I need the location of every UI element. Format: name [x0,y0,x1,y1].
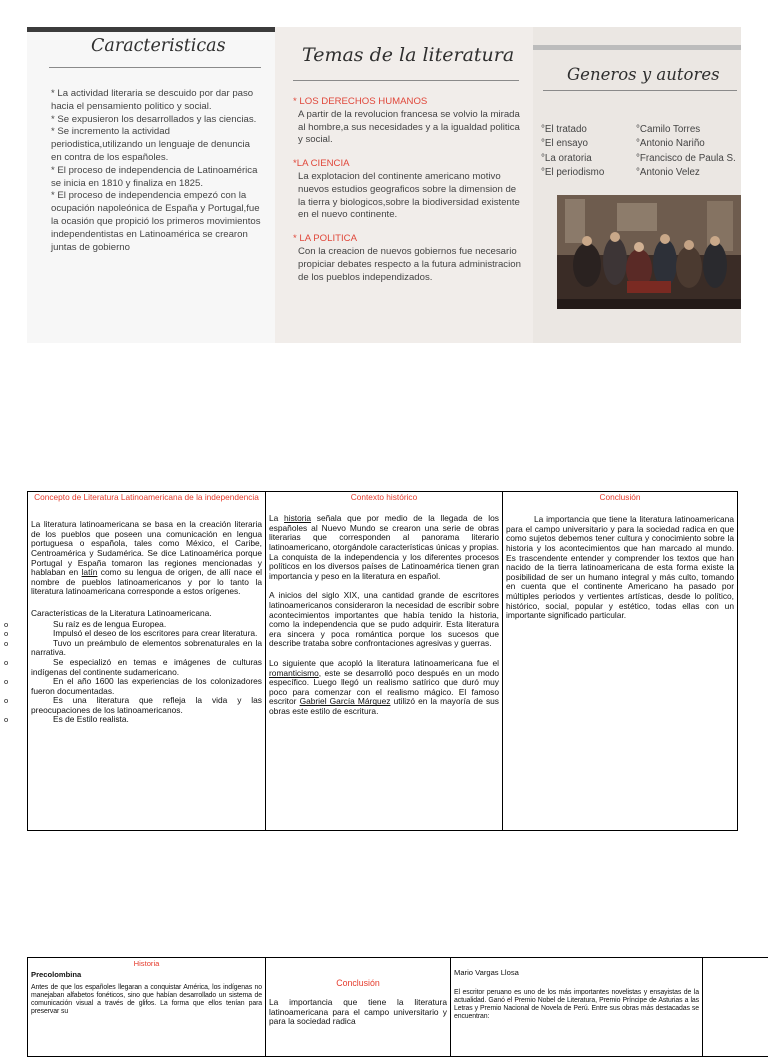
historia-header: Historia [31,959,262,968]
conclusion-header: Conclusión [506,493,734,502]
title-divider [543,90,737,91]
tema-heading: * LA POLITICA [293,233,525,246]
historia-cell [28,958,266,1057]
garcia-marquez-link[interactable]: Gabriel García Márquez [300,696,391,706]
conclusion2-cell [266,958,451,1057]
author-item: °Antonio Nariño [636,137,741,151]
generos-panel [533,27,741,343]
generos-title: Generos y autores [567,65,720,84]
genre-item: °El periodismo [541,166,621,180]
caracteristica-item: * Se incremento la actividad periodistica,utilizando un lenguaje de denuncia en contra de los españoles. [51,126,263,164]
second-table [27,957,768,1057]
list-item: o Es de Estilo realista. [31,715,262,725]
list-item: o En el año 1600 las experiencias de los colonizadores fueron documentadas. [31,677,262,696]
caracteristicas-panel [27,27,275,343]
contexto-paragraph: A inicios del siglo XIX, una cantidad grande de escritores latinoamericanos consideraron la necesidad de escribir sobre acontecimientos importantes que había tenido la historia, como la independencia que se pudo adquirir. Esta literatura era sincera y poca romántica porque los sucesos que describe trataba sobre confrontaciones agresivas y guerras. [269,591,499,649]
list-item: o Impulsó el deseo de los escritores para crear literatura. [31,629,262,639]
genre-item: °El ensayo [541,137,621,151]
caracteristicas-title: Caracteristicas [91,36,226,56]
conclusion2-header: Conclusión [269,979,447,988]
temas-panel [275,27,533,343]
conclusion-paragraph: La importancia que tiene la literatura latinoamericana para el campo universitario y para la sociedad radica en que como sujetos debemos tener cultura y conocimiento sobre la historia y los acontecimientos que han marcado al mundo. Es trascendente entender y comprender los textos que han nacido de la tierra latinoamericana de esta forma existe la posibilidad de ser un humano integral y más culto, tomando en cuenta que el continente Americano ha pasado por múltiples periodos y vertientes artísticas, desde lo político, histórico, social, popular y estético, todas ellas con un importante significado particular. [506,515,734,621]
vargas-llosa-cell [451,958,703,1057]
genre-item: °El tratado [541,123,621,137]
caracteristica-item: * El proceso de independencia empezó con la ocupación napoleónica de España y Portugal,fue la ocasión que propició los primeros movimientos independentistas en Latinoamérica se crearon juntas de gobierno [51,190,263,254]
empty-cell [703,958,768,1057]
caracteristica-item: * Se expusieron los desarrollados y las ciencias. [51,114,263,127]
list-item: o Tuvo un preámbulo de elementos sobrenaturales en la narrativa. [31,639,262,658]
vargas-llosa-title: Mario Vargas Llosa [454,968,699,977]
precolombina-subheader: Precolombina [31,970,262,979]
caracteristicas-bullet-list [31,620,262,726]
latin-link[interactable]: latín [82,567,98,577]
vargas-llosa-paragraph: El escritor peruano es uno de los más importantes novelistas y ensayistas de la actualidad. Ganó el Premio Nobel de Literatura, Premio Príncipe de Asturias a las Letras y Premio Nacional de Novela de Perú. Entre sus obras más destacadas se encuentran: [454,989,699,1021]
tema-text: Con la creacion de nuevos gobiernos fue necesario propiciar debates respecto a la futura administracion de los pueblos independizados. [293,246,525,284]
list-item: o Se especializó en temas e imágenes de culturas indígenas del continente sudamericano. [31,658,262,677]
literature-table [27,491,738,831]
author-item: °Camilo Torres [636,123,741,137]
contexto-header: Contexto histórico [269,493,499,502]
independence-painting [557,195,741,309]
author-item: °Antonio Velez [636,166,741,180]
historia-link[interactable]: historia [284,513,311,523]
literature-slide-image [27,27,741,343]
concepto-cell [28,492,266,831]
temas-list [293,96,525,284]
authors-list [636,123,741,180]
author-item: °Francisco de Paula S. [636,152,741,166]
historia-paragraph: Antes de que los españoles llegaran a conquistar América, los indígenas no manejaban alfabetos fonéticos, sino que habían desarrollado un sistema de comunicación visual a través de glifos. La forma que ellos tenían para preservar su [31,984,262,1016]
list-item: o Es una literatura que refleja la vida y las preocupaciones de los latinoamericanos. [31,696,262,715]
caracteristica-item: * El proceso de independencia de Latinoamérica se inicia en 1810 y finaliza en 1825. [51,165,263,191]
tema-text: La explotacion del continente americano motivo nuevos estudios geograficos sobre la dimension de la tierra y biologicos,sobre la biodiversidad existente en el nuevo continente. [293,171,525,222]
caracteristicas-list [51,88,263,254]
temas-title: Temas de la literatura [302,44,514,66]
caracteristica-item: * La actividad literaria se descuido por dar paso hacia el pensamiento politico y social. [51,88,263,114]
genres-list [541,123,621,180]
title-divider [293,80,519,81]
caracteristicas-subtitle: Características de la Literatura Latinoamericana. [31,609,262,619]
concepto-paragraph: La literatura latinoamericana se basa en la creación literaria de los pueblos que poseen una comunicación en lengua portuguesa o española, tales como México, el Caribe, Centroamérica y Sudamérica. Se dice Latinoamérica porque Portugal y España tomaron las regiones mencionadas y hablaban en latín como su lengua de origen, de allí nace el nombre de pueblos latinoamericanos y por lo tanto la literatura latinoamericana corresponde a estos orígenes. [31,520,262,597]
contexto-paragraph: La historia señala que por medio de la llegada de los españoles al Nuevo Mundo se crearon una serie de obras literarias que corresponden al panorama literario latinoamericano, otorgándole características únicas y propias. La conquista de la independencia y los diferentes procesos políticos en los diversos países de Latinoamérica tienen gran importancia y peso en la literatura en español. [269,514,499,581]
title-divider [49,67,261,68]
tema-heading: *LA CIENCIA [293,158,525,171]
conclusion2-paragraph: La importancia que tiene la literatura latinoamericana para el campo universitario y para la sociedad radica [269,998,447,1027]
contexto-paragraph: Lo siguiente que acopló la literatura latinoamericana fue el romanticismo, este se desarrolló poco después en un modo específico. Luego llegó un realismo satírico que duró muy poco para comenzar con el realismo mágico. El famoso escritor Gabriel García Márquez utilizó en la mayoría de sus obras este estilo de escritura. [269,659,499,717]
tema-text: A partir de la revolucion francesa se volvio la mirada al hombre,a sus necesidades y a la igualdad politica y social. [293,109,525,147]
tema-heading: * LOS DERECHOS HUMANOS [293,96,525,109]
concepto-header: Concepto de Literatura Latinoamericana de la independencia [31,493,262,502]
list-item: o Su raíz es de lengua Europea. [31,620,262,630]
romanticismo-link[interactable]: romanticismo [269,668,319,678]
contexto-cell [266,492,503,831]
conclusion-cell [503,492,738,831]
genre-item: °La oratoria [541,152,621,166]
